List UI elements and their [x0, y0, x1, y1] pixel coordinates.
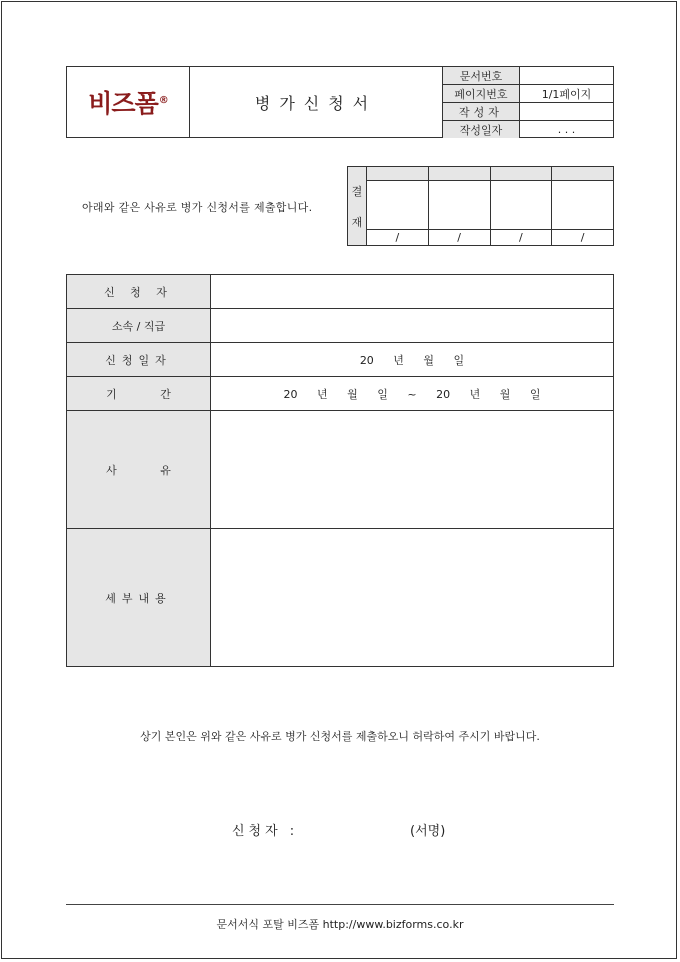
footer-divider — [66, 904, 614, 905]
approval-column[interactable]: / — [429, 167, 491, 245]
signature-mark[interactable]: (서명) — [410, 824, 446, 839]
footer-text: 문서서식 포탈 비즈폼 http://www.bizforms.co.kr — [216, 918, 464, 931]
approval-column[interactable]: / — [552, 167, 613, 245]
approval-column[interactable]: / — [491, 167, 553, 245]
period-label: 기 간 — [67, 377, 211, 411]
reason-field[interactable] — [211, 411, 614, 529]
applicant-label: 신 청 자 — [67, 275, 211, 309]
department-field[interactable] — [211, 309, 614, 343]
bizforms-logo: 비즈폼® — [88, 89, 168, 118]
page-number-label: 페이지번호 — [443, 85, 520, 103]
approval-label: 결 재 — [348, 167, 367, 245]
reason-label: 사 유 — [67, 411, 211, 529]
department-label: 소속 / 직급 — [67, 309, 211, 343]
logo-cell — [67, 67, 190, 137]
intro-text: 아래와 같은 사유로 병가 신청서를 제출합니다. — [82, 201, 313, 214]
apply-date-label: 신청일자 — [67, 343, 211, 377]
approval-column[interactable]: / — [367, 167, 429, 245]
written-date-label: 작성일자 — [443, 121, 520, 139]
doc-number-label: 문서번호 — [443, 67, 520, 85]
meta-table — [443, 67, 613, 138]
doc-number-value[interactable] — [520, 67, 614, 85]
author-value[interactable] — [520, 103, 614, 121]
author-label: 작성자 — [443, 103, 520, 121]
apply-date-field[interactable]: 20 년 월 일 — [211, 343, 614, 377]
request-statement: 상기 본인은 위와 같은 사유로 병가 신청서를 제출하오니 허락하여 주시기 바랍니다. — [140, 730, 540, 743]
applicant-field[interactable] — [211, 275, 614, 309]
signature-line — [232, 820, 446, 839]
leave-form-table — [66, 274, 614, 667]
page-number-value: 1/1페이지 — [520, 85, 614, 103]
signature-label: 신청자 : — [232, 824, 299, 839]
document-header — [66, 66, 614, 138]
written-date-value[interactable]: . . . — [557, 123, 576, 136]
details-field[interactable] — [211, 529, 614, 667]
details-label: 세부내용 — [67, 529, 211, 667]
period-field[interactable]: 20 년 월 일 ~ 20 년 월 일 — [211, 377, 614, 411]
approval-box — [347, 166, 614, 246]
document-title: 병가신청서 — [190, 67, 443, 137]
